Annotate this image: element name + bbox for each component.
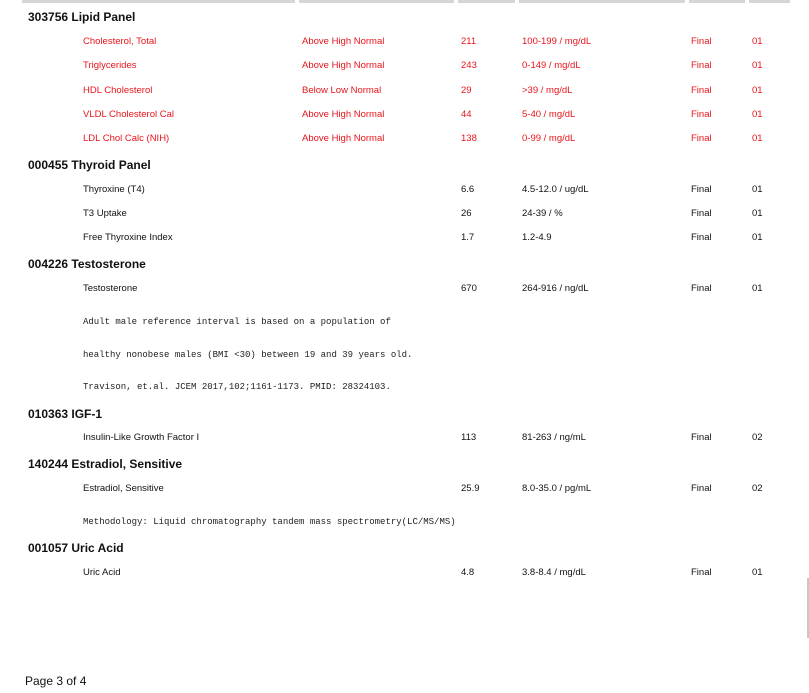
result-value: 29	[461, 85, 472, 96]
panel-title-testosterone: 004226 Testosterone	[28, 257, 146, 271]
page-number: Page 3 of 4	[25, 674, 87, 688]
table-header-rule	[22, 0, 790, 3]
lab-code: 01	[752, 36, 763, 47]
result-value: 113	[461, 432, 477, 443]
test-name: Insulin-Like Growth Factor I	[83, 432, 200, 443]
result-row	[0, 84, 809, 98]
result-value: 243	[461, 60, 477, 71]
test-name: T3 Uptake	[83, 208, 127, 219]
result-value: 670	[461, 283, 477, 294]
status: Final	[691, 133, 712, 144]
result-row	[0, 207, 809, 221]
test-name: Cholesterol, Total	[83, 36, 157, 47]
result-value: 6.6	[461, 184, 475, 195]
test-name: Free Thyroxine Index	[83, 232, 173, 243]
lab-code: 01	[752, 208, 763, 219]
test-name: Uric Acid	[83, 567, 121, 578]
result-row	[0, 231, 809, 245]
status: Final	[691, 432, 712, 443]
flag: Below Low Normal	[302, 85, 382, 96]
reference-range: 1.2-4.9	[522, 232, 552, 243]
lab-code: 01	[752, 567, 763, 578]
lab-code: 02	[752, 432, 763, 443]
reference-range: 100-199 / mg/dL	[522, 36, 592, 47]
result-value: 1.7	[461, 232, 475, 243]
reference-range: 8.0-35.0 / pg/mL	[522, 483, 592, 494]
flag: Above High Normal	[302, 36, 385, 47]
result-row	[0, 59, 809, 73]
result-value: 44	[461, 109, 472, 120]
result-comment: Methodology: Liquid chromatography tandem mass spectrometry(LC/MS/MS)	[83, 517, 456, 527]
lab-code: 01	[752, 283, 763, 294]
lab-code: 01	[752, 133, 763, 144]
panel-title-thyroid: 000455 Thyroid Panel	[28, 158, 151, 172]
status: Final	[691, 232, 712, 243]
reference-range: 4.5-12.0 / ug/dL	[522, 184, 589, 195]
reference-range: 5-40 / mg/dL	[522, 109, 576, 120]
result-row	[0, 108, 809, 122]
status: Final	[691, 109, 712, 120]
result-comment: healthy nonobese males (BMI <30) between 19 and 39 years old.	[83, 350, 413, 360]
status: Final	[691, 208, 712, 219]
lab-code: 01	[752, 60, 763, 71]
status: Final	[691, 567, 712, 578]
result-row	[0, 482, 809, 496]
result-comment: Adult male reference interval is based on a population of	[83, 317, 391, 327]
result-row	[0, 132, 809, 146]
lab-code: 01	[752, 184, 763, 195]
result-value: 138	[461, 133, 477, 144]
flag: Above High Normal	[302, 133, 385, 144]
lab-code: 01	[752, 109, 763, 120]
lab-code: 01	[752, 85, 763, 96]
result-comment: Travison, et.al. JCEM 2017,102;1161-1173. PMID: 28324103.	[83, 382, 391, 392]
test-name: LDL Chol Calc (NIH)	[83, 133, 170, 144]
panel-title-uric-acid: 001057 Uric Acid	[28, 541, 124, 555]
panel-title-igf1: 010363 IGF-1	[28, 407, 103, 421]
reference-range: 264-916 / ng/dL	[522, 283, 589, 294]
test-name: Thyroxine (T4)	[83, 184, 145, 195]
result-value: 211	[461, 36, 477, 47]
result-row	[0, 183, 809, 197]
status: Final	[691, 483, 712, 494]
flag: Above High Normal	[302, 60, 385, 71]
test-name: Estradiol, Sensitive	[83, 483, 164, 494]
reference-range: 0-149 / mg/dL	[522, 60, 581, 71]
result-row	[0, 566, 809, 580]
result-row	[0, 431, 809, 445]
result-row	[0, 282, 809, 296]
reference-range: >39 / mg/dL	[522, 85, 573, 96]
flag: Above High Normal	[302, 109, 385, 120]
reference-range: 0-99 / mg/dL	[522, 133, 576, 144]
test-name: Triglycerides	[83, 60, 137, 71]
panel-title-estradiol: 140244 Estradiol, Sensitive	[28, 457, 183, 471]
status: Final	[691, 283, 712, 294]
test-name: Testosterone	[83, 283, 138, 294]
panel-title-lipid: 303756 Lipid Panel	[28, 10, 136, 24]
reference-range: 81-263 / ng/mL	[522, 432, 586, 443]
test-name: VLDL Cholesterol Cal	[83, 109, 174, 120]
status: Final	[691, 184, 712, 195]
lab-code: 01	[752, 232, 763, 243]
status: Final	[691, 36, 712, 47]
lab-code: 02	[752, 483, 763, 494]
status: Final	[691, 85, 712, 96]
reference-range: 3.8-8.4 / mg/dL	[522, 567, 586, 578]
result-value: 26	[461, 208, 472, 219]
test-name: HDL Cholesterol	[83, 85, 153, 96]
result-value: 4.8	[461, 567, 475, 578]
reference-range: 24-39 / %	[522, 208, 563, 219]
status: Final	[691, 60, 712, 71]
result-value: 25.9	[461, 483, 480, 494]
result-row	[0, 35, 809, 49]
